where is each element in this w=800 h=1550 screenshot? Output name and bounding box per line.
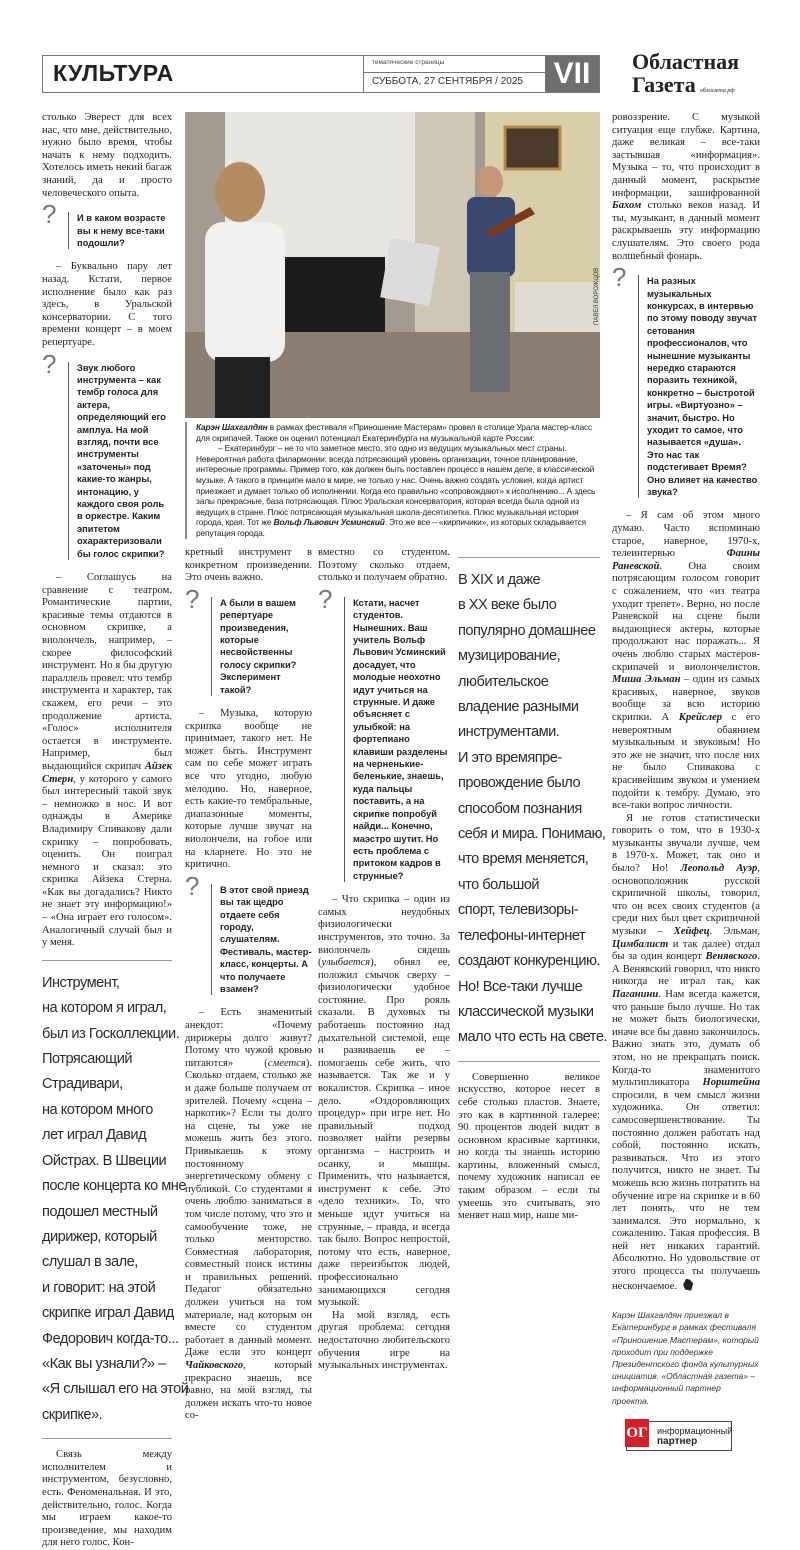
paragraph	[612, 112, 760, 263]
pull-quote-line: что большой	[458, 876, 540, 893]
text-run: вместно со студентом. Поэтому сколько отдаем, столько и получаем обратно.	[318, 547, 450, 584]
paragraph	[318, 894, 450, 1310]
paragraph	[318, 1310, 450, 1373]
question-mark-icon: ?	[612, 262, 627, 293]
text-run: кретный инструмент в конкретном произведении. Это очень важно.	[185, 547, 312, 584]
column-4	[458, 547, 607, 1223]
paragraph	[42, 572, 172, 950]
text-run: . Эльман,	[709, 926, 761, 938]
pull-quote-line: спорт, телевизоры-	[458, 902, 579, 919]
interview-question	[318, 583, 450, 882]
pull-quote-line: был из Госколлекции.	[42, 1025, 180, 1042]
text-run: Я не готов статистически говорить о том, что в 1930-х музыканты звучали лучше, чем в 1970-х. Может, так оно и было? Но!	[612, 812, 760, 875]
divider	[458, 1061, 600, 1062]
paragraph	[185, 547, 312, 585]
paragraph	[318, 547, 450, 585]
interview-question	[612, 262, 760, 498]
question-mark-icon: ?	[318, 583, 333, 614]
pull-quote-line: после концерта ко мне	[42, 1178, 186, 1195]
pull-quote-line: в XX веке было	[458, 597, 557, 614]
text-run: , основоположник русской скрипичной школы, говорил, что он всех своих студентов (а среди них был цвет скрипичной музыки –	[612, 863, 760, 938]
person-name: Айзек Стерн	[42, 760, 172, 785]
site-link[interactable]: облгазета.рф	[699, 88, 735, 94]
text-run: ровоззрение. С музыкой ситуация еще глубже. Картина, даже великая – все-таки застывшая «информация». Музыка – то, что происходит в данный момент, раскрытие информации, зашифрованной	[612, 112, 760, 199]
header-meta	[363, 56, 547, 92]
divider	[364, 72, 547, 73]
interview-question	[185, 583, 312, 696]
text-run: , который прекрасно знаешь, все равно, на мой взгляд, ты должен искать что-то новое со-	[185, 1360, 312, 1422]
column-3	[318, 547, 450, 1373]
person-name: Крейслер	[678, 711, 723, 723]
paragraph	[42, 261, 172, 349]
masthead-line2: Газета	[632, 72, 696, 97]
pull-quote-line: мало что есть на свете.	[458, 1029, 607, 1046]
pull-quote-line: любительское	[458, 673, 549, 690]
sponsor-note: Карэн Шахгалдян приезжал в Екатеринбург в рамках фестиваля «Приношение Мастерам», который проходит при поддержке Президентского фонда культурных инициатив. «Областная газета» – информационный партнер проекта.	[612, 1310, 759, 1406]
divider	[42, 1438, 172, 1439]
text-run: . Она своим потрясающим голосом говорит с сожалением, что «из театра уходит трепет». Верно, но после Раневской на сцене были выдающиеся актеры, которые продолжают нас поражать... Я очень люблю старых мастеров-скрипачей и виолончелистов.	[612, 560, 760, 673]
person-name: Чайковского	[185, 1360, 244, 1372]
person-name: Норштейна	[702, 1077, 760, 1089]
paragraph	[612, 813, 760, 1294]
pull-quote-line: скрипке играл Давид	[42, 1305, 174, 1322]
pull-quote-line: инструментами.	[458, 724, 560, 741]
paragraph	[612, 510, 760, 812]
caption-lead: в рамках фестиваля «Приношение Мастерам» провел в столице Урала мастер-класс для скрипачей. Также он оценил потенциал Екатеринбурга на музыкальной карте России:	[196, 422, 593, 443]
pull-quote-line: Ойстрах. В Швеции	[42, 1152, 167, 1169]
person-name: Цимбалист	[612, 938, 669, 950]
text-run: , у которого у самого был интересный такой звук – немножко в нос. И вот однажды в Америке Владимиру Спивакову дали скрипку – попробовать, оценить. Он поиграл немного и сказал: это скрипка Айзека Стерна. «Как вы догадались? Никто не знает эту информацию!» – «Она играет его голосом». Аналогичный случай был и у меня.	[42, 773, 172, 949]
question-text: Звук любого инструмента – как тембр голоса для актера, определяющий его амплуа. На мой взгляд, почти все инструменты «заточены» под какие-то жанры, интонацию, у каждого своя роль в оркестре. Каким эпитетом охарактеризовали бы голос скрипки?	[68, 362, 172, 561]
pull-quote	[458, 568, 607, 1051]
interview-question	[185, 870, 312, 996]
pull-quote-line: Федорович когда-то...	[42, 1330, 179, 1347]
pull-quote	[42, 971, 189, 1428]
column-5	[612, 112, 760, 1451]
paragraph	[185, 708, 312, 872]
text-run: и так далее) отдал бы за один концерт	[612, 938, 760, 963]
text-run: На мой взгляд, есть другая проблема: сегодня недостаточно любительского обучения игре на музыкальных инструментах.	[318, 1309, 450, 1372]
pull-quote-line: на котором много	[42, 1101, 153, 1118]
question-mark-icon: ?	[185, 583, 200, 614]
column-1	[42, 112, 189, 1550]
text-run: столько веков назад. И ты, музыкант, в данный момент раскрываешь эту информацию слушателям. Это своего рода волшебный фонарь.	[612, 200, 760, 262]
text-run: – Я сам об этом много думаю. Часто вспоминаю старое, наверное, 1970-х, телеинтервью	[612, 510, 760, 560]
person-name: Бахом	[612, 200, 642, 212]
person-name: Паганини	[612, 989, 659, 1000]
page-header	[42, 55, 600, 93]
pull-quote-line: И это времяпре-	[458, 749, 562, 766]
pull-quote-line: на котором я играл,	[42, 1000, 167, 1017]
pull-quote-line: «Я слышал его на этой	[42, 1381, 189, 1398]
person-name: Венявского	[705, 951, 758, 963]
text-run: Связь между исполнителем и инструментом, безусловно, есть. Феноменальная. И это, действительно, голос. Когда мы играем какое-то произведение, мы находим для него голос. Кон-	[42, 1449, 172, 1549]
pull-quote-line: дирижер, который	[42, 1228, 157, 1245]
newspaper-masthead[interactable]	[632, 50, 739, 103]
caption-name: Карэн Шахгалдян	[196, 422, 268, 432]
pull-quote-line: Страдивари,	[42, 1076, 123, 1093]
pull-quote-line: провождение было	[458, 775, 581, 792]
caption-quote-name: Вольф Львович Усминский	[273, 517, 385, 528]
interview-question	[42, 199, 172, 249]
pull-quote-line: В XIX и даже	[458, 572, 541, 588]
issue-date: СУББОТА, 27 СЕНТЯБРЯ / 2025	[372, 76, 523, 87]
pull-quote-line: лет играл Давид	[42, 1127, 147, 1144]
text-run: столько Эверест для всех нас, что мне, действительно, нужно было время, чтобы начать к нему подходить. Хотелось иметь некий багаж знаний, да и просто человеческого опыта.	[42, 112, 172, 199]
pull-quote-line: Потрясающий	[42, 1051, 132, 1068]
photo-caption	[185, 422, 601, 539]
column-2	[185, 547, 312, 1423]
text-run: – Буквально пару лет назад. Кстати, первое исполнение было как раз здесь, в Уральской консерватории. С того времени концерт – в моем репертуаре.	[42, 261, 172, 348]
pull-quote-line: что время меняется,	[458, 851, 589, 868]
og-logo: ОГ	[625, 1419, 649, 1447]
text-run: . А Венявский говорил, что никто никогда не играл так, как	[612, 951, 760, 988]
pull-quote-line: классической музыки	[458, 1003, 594, 1020]
question-mark-icon: ?	[42, 348, 57, 379]
paragraph	[42, 112, 172, 200]
person-name: Хейфец	[673, 926, 710, 938]
photo-violinists-rehearsal	[185, 112, 600, 418]
pull-quote-line: Инструмент,	[42, 974, 120, 991]
pull-quote-line: скрипке».	[42, 1406, 103, 1423]
text-run: – Музыка, которую скрипка вообще не принимает, такого нет. Не может быть. Инструмент сам по себе может играть все что угодно, любую мелодию. Но, наверное, есть какие-то тембральные, диапазонные моменты, которые лучше звучат на виолончели, на гобое или на кларнете. Но это не критично.	[185, 708, 312, 871]
text-run: – Что скрипка – один из самых неудобных физиологически инструментов, это точно. За виолончель сядешь (	[318, 894, 450, 969]
remark: смеется	[267, 1057, 306, 1069]
divider	[42, 960, 172, 961]
paragraph	[42, 1449, 172, 1550]
remark: улыбается	[321, 957, 371, 969]
question-mark-icon: ?	[42, 199, 57, 230]
pull-quote-line: себя и мира. Понимаю,	[458, 826, 606, 843]
pull-quote-line: способом познания	[458, 800, 582, 817]
text-run: ), обнял ее, положил смычок сверху – физиологически удобное состояние. Про рояль сказали. В духовых ты работаешь постоянно над дыхательной системой, еще и развиваешь ее – помогаешь себе жить, что называется. Так же и у вокалистов. Скрипка – иное дело. «Оздоровляющих процедур» при игре нет. Но правильный подход позволяет найти резервы организма – настроить и осанку, и мышцы. Применить, что называется, инструмент к себе. Это «дело техники». То, что меньше идут учиться на струнные, – правда, и всегда так было. Вопрос непростой, потому что есть, наверное, даже переизбыток людей, профессионально занимающихся сегодня музыкой.	[318, 957, 450, 1309]
section-rubric: КУЛЬТУРА	[53, 60, 174, 86]
question-text: А были в вашем репертуаре произведения, которые несвойственны голосу скрипки? Эксперимент такой?	[211, 597, 312, 696]
pull-quote-line: и говорит: на этой	[42, 1279, 156, 1296]
text-run: . Нам всегда кажется, что раньше было лучше. Но так не может быть биологически, иначе все бы давно закончилось. Важно знать это, думать об этом, но не прекращать поиск. Когда-то знаменитого мультипликатора	[612, 989, 760, 1089]
pull-quote-line: подошел местный	[42, 1203, 158, 1220]
partner-line1: информационный	[657, 1425, 733, 1436]
pull-quote-line: слушал в зале,	[42, 1254, 138, 1271]
question-text: И в каком возрасте вы к нему все-таки подошли?	[68, 212, 172, 249]
section-note: тематические страницы	[372, 59, 445, 66]
text-run: – Есть знаменитый анекдот: «Почему дирижеры долго живут? Потому что чужой кровью питаются» (	[185, 1007, 312, 1069]
person-name: Фаины Раневской	[612, 548, 760, 572]
question-mark-icon: ?	[185, 870, 200, 901]
person-name: Леопольд Ауэр	[680, 863, 758, 875]
masthead-line1: Областная	[632, 49, 740, 74]
caption-quote-end: . Это же все – «кирпичики», из которых складывается репутация города.	[196, 517, 587, 538]
pull-quote-line: создают конкуренцию.	[458, 953, 600, 970]
pull-quote-line: «Как вы узнали?» –	[42, 1355, 166, 1372]
question-text: В этот свой приезд вы так щедро отдаете себя городу, слушателям. Фестиваль, мастер-класс, концерты. А что получаете взамен?	[211, 884, 312, 996]
interview-question	[42, 348, 172, 561]
partner-line2: партнер	[657, 1435, 698, 1447]
pull-quote-line: Но! Все-таки лучше	[458, 978, 583, 995]
question-text: На разных музыкальных конкурсах, в интервью по этому поводу звучат сетования профессионалов, что нынешние музыканты нередко стараются поразить техникой, конкретно – быстротой игры. «Виртуозно» – значит, быстро. Но уходит то самое, что называется «душа». Это нас так подстегивает Время? Оно влияет на качество звука?	[638, 275, 760, 498]
text-run: с его невероятным обаянием музыкальным и звуковым! Но это же не значит, что после них не было Спивакова с красивейшим звуком и умением подойти к тембру. Думаю, это все-таки вопрос личности.	[612, 711, 760, 812]
info-partner-badge	[626, 1421, 732, 1451]
text-run: Совершенно великое искусство, которое несет в себе столько пластов. Знаете, это как в картинной галерее: 90 процентов людей видят в основном красивые картинки, но когда ты знаешь историю картины, вложенный смысл, почему художник написал ее таким образом – если ты умеешь это считывать, это меняет наш мир, наше ми-	[458, 1071, 600, 1222]
person-name: Миша Эльман	[612, 674, 681, 686]
photo-credit: ПАВЕЛ ВОРОЖЦОВ	[594, 267, 600, 325]
text-run: спросили, в чем смысл жизни художника. Он ответил: самосовершенствование. Ты постоянно должен работать над собой, постоянно искать, развиваться. Что из этого получится, никто не знает. Ты можешь всю жизнь потратить на обучение игре на скрипке и в 60 лет понять, что не тем занимался. Это нормально, к сожалению. Такая профессия. В ней нет никаких гарантий. Абсолютно. Но удовольствие от этого процесса ты получаешь нескончаемое.	[612, 1089, 760, 1292]
question-text: Кстати, насчет студентов. Нынешних. Ваш учитель Вольф Львович Усминский досадует, что молодые неохотно идут учиться на струнные. И даже объясняет с улыбкой: на фортепиано клавиши разделены на черненькие-беленькие, знаешь, куда пальцы поставить, а на скрипке попробуй найди... Конечно, маэстро шутит. Но есть проблема с притоком кадров в струнные?	[344, 597, 450, 882]
pull-quote-line: популярно домашнее	[458, 622, 596, 639]
page-number: VII	[545, 56, 599, 92]
caption-quote: – Екатеринбург – не то что заметное место, это одно из ведущих музыкальных мест страны. Невероятная работа филармонии: всегда потрясающий уровень организации, точное планирование, интересные программы. Пример того, как должен быть поставлен процесс в нашем деле, в классической музыке. А такого в принципе мало в мире, не только у нас. Очень важно создать условия, когда артист приезжает и думает только об исполнении. Когда его правильно «сопровождают» к исполнению... А здесь залы прекрасные, база потрясающая. Плюс Уральская консерватория, которая всегда была одной из ведущих в стране. Плюс потрясающая музыкальная школа-десятилетка. Плюс музыкальная история города, края. Тот же	[196, 443, 596, 528]
paragraph	[458, 1072, 600, 1223]
paragraph	[185, 1007, 312, 1423]
text-run: – один из самых красивых, наверное, звуков вообще за всю историю скрипки. А	[612, 674, 760, 723]
end-of-article-icon	[683, 1279, 693, 1291]
text-run: ). Сколько отдаем, столько же и даже больше получаем от зрителей. Почему «сцена – наркотик»? Если ты долго на сцене, ты уже не можешь жить без этого. Привыкаешь к этому постоянному энергетическому обмену с публикой. Со студентами я очень люблю заниматься в том числе потому, что это и самообучение тоже, не только менторство. Совместная лаборатория, совместный поиск истины и правильных решений. Педагог обязательно должен учиться на том материале, над которым он вместе со студентом работает в данный момент. Даже если это концерт	[185, 1057, 312, 1359]
article-photo	[185, 112, 600, 418]
pull-quote-line: телефоны-интернет	[458, 927, 586, 944]
pull-quote-line: владение разными	[458, 699, 579, 716]
pull-quote-line: музицирование,	[458, 648, 561, 665]
divider	[458, 557, 600, 558]
text-run: – Соглашусь на сравнение с театром. Романтические партии, красивые темы отдаются в основном скрипке, а виолончель, например, – скорее философский инструмент. Но я бы другую параллель провел: что тембр инструмента и характер, так скажем, его речи – это продолжение артиста. «Голос» исполнителя остается в инструменте. Например, был выдающийся скрипач	[42, 572, 172, 772]
